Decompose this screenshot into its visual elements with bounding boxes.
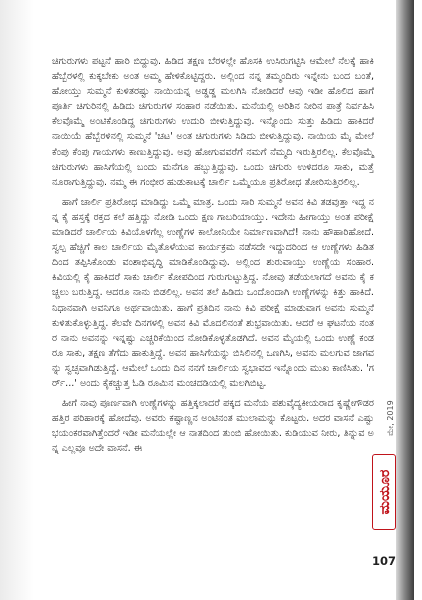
article-paragraph-1: ಚಿಗುರುಗಳು ಪಟ್ಟನೆ ಹಾರಿ ಬಿದ್ದುವು. ಹಿಡಿದ ತಕ್ಷಣ ಬೆರಳಲ್ಲೇ ಹೊಸಕಿ ಉಸಿರುಗಟ್ಟಿಸಿ ಆಮೇಲೆ ನೆಲಕ್ಕೆ ಹಾಕಿ ಹೆಬ್ಬೆರಳಲ್ಲಿ ಕುಕ್ಕಬೇಕು ಅಂತ ಅಮ್ಮ ಹೇಳಿಕೊಟ್ಟಿದ್ದರು. ಅಲ್ಲಿಂದ ನನ್ನ ತಮ್ಮಂದಿರು ಇನ್ನೇನು ಬಂದ ಬಂತೆ, ಹೋಯ್ತು ಸುಮ್ಮನೆ ಕುಳಿತರಷ್ಟು ನಾಯಿಯನ್ನ ಅಡ್ಡಡ್ಡ ಮಲಗಿಸಿ ನೋಡಿದರೆ ಆವು ಇಡೀ ಹೊಲಿದ ಹಾಗೆ ಪೂರ್ತಿ ಚಿಗುರಿನಲ್ಲಿ ಹಿಡಿದು ಚಿಗುರುಗಳ ಸಂಹಾರ ನಡೆಯಿತು. ಮನೆಯಲ್ಲಿ ಅರಿಶಿನ ನೀರಿನ ಪಾತ್ರೆ ನಿರ್ವಹಿಸಿ ಕೆಲವೊಮ್ಮೆ ಅಂಟಿಕೊಂಡಿದ್ದ ಚಿಗುರುಗಳು ಉದುರಿ ಬೀಳುತ್ತಿದ್ದುವು. ಇನ್ನೊಂದು ಸುತ್ತು ಹಿಡಿದು ಹಾಕಿದರೆ ನಾಯಿಯೆ ಹೆಬ್ಬೆರಳಿನಲ್ಲಿ ಸುಮ್ಮನೆ 'ಚಟ' ಅಂತ ಚಿಗುರುಗಳು ಸಿಡಿದು ಬೀಳುತ್ತಿದ್ದುವು. ನಾಯಿಯ ಮೈ ಮೇಲೆ ಕೆಂಪು ಕೆಂಪು ಗಾಯಗಳು ಕಾಣುತ್ತಿದ್ದುವು. ಅವು ಹೋಗುವವರೆಗೆ ನಮಗೆ ನೆಮ್ಮದಿ ಇರುತ್ತಿರಲಿಲ್ಲ. ಕೆಲವೊಮ್ಮೆ ಚಿಗುರುಗಳು ಹಾಸಿಗೆಯಲ್ಲಿ ಬಂದು ಮನೆಗೂ ಹಬ್ಬುತ್ತಿದ್ದುವು. ಒಂದು ಚಿಗುರು ಉಳಿದರೂ ಸಾಕು, ಮತ್ತೆ ನೂರಾಗುತ್ತಿದ್ದುವು. ನಮ್ಮ ಈ ಗಂಭೀರ ಹುಡುಕಾಟಕ್ಕೆ ಚಾರ್ಲಿ ಒಮ್ಮೆಯೂ ಪ್ರತಿರೋಧ ತೋರಿಸುತ್ತಿರಲಿಲ್ಲ. <box>52 56 374 188</box>
page-edge-shadow <box>396 0 414 600</box>
article-paragraph-3: ಹೀಗೆ ನಾವು ಪೂರ್ಣವಾಗಿ ಉಣ್ಣೆಗಳನ್ನು ಹತ್ತಿಕ್ಕಲಾದರೆ ಪಕ್ಕದ ಮನೆಯ ಪಶುವೈದ್ಯಕೀಯರಾದ ಕೃಷ್ಣೇಗೌಡರ ಹತ್ತಿರ ಪರಿಹಾರಕ್ಕೆ ಹೋದೆವು. ಅವರು ಕಷ್ಟಾಣ್ಣನ ಅಂಟಿನಂತ ಮುಲಾಮನ್ನು ಕೊಟ್ಟರು. ಅದರ ವಾಸನೆ ಎಷ್ಟು ಭಯಂಕರವಾಗಿತ್ತೆಂದರೆ ಇಡೀ ಮನೆಯಲ್ಲೇ ಆ ನಾತದಿಂದ ತುಂಬಿ ಹೋಯಿತು. ಕುಡಿಯುವ ನೀರು, ತಿನ್ನುವ ಅನ್ನ ಎಲ್ಲವೂ ಅದೇ ವಾಸನೆ. ಈ <box>52 398 374 455</box>
article-body <box>52 54 374 461</box>
binding-gutter-shadow <box>0 0 34 600</box>
magazine-logo: ಮಯೂರ <box>372 454 396 530</box>
page-number: 107 <box>372 554 397 568</box>
article-paragraph-2: ಹಾಗೆ ಚಾರ್ಲಿ ಪ್ರತಿರೋಧ ಮಾಡಿದ್ದು ಒಮ್ಮೆ ಮಾತ್ರ. ಒಂದು ಸಾರಿ ಸುಮ್ಮನೆ ಅವನ ಕಿವಿ ತಡವುತ್ತಾ ಇದ್ದ ನನ್ನ ಕೈ ಹಸ್ತಕ್ಕೆ ರಕ್ತದ ಕಲೆ ಹತ್ತಿದ್ದು ನೋಡಿ ಒಂದು ಕ್ಷಣ ಗಾಬರಿಯಾಯ್ತು. ಇದೇನು ಹೀಗಾಯ್ತು ಅಂತ ಪರೀಕ್ಷೆ ಮಾಡಿದರೆ ಚಾರ್ಲಿಯ ಕಿವಿಯೊಳಗೆಲ್ಲ ಉಣ್ಣೆಗಳ ಕಾಲೋನಿಯೇ ನಿರ್ಮಾಣವಾಗಿದೆ! ನಾನು ಹೌಹಾರಿಹೋದೆ. ಸ್ವಲ್ಪ ಹೆಚ್ಚಿಗೆ ಕಾಲ ಚಾರ್ಲಿಯ ಮೈತೊಳೆಯುವ ಕಾರ್ಯಕ್ರಮ ನಡೆಸದೇ ಇದ್ದುದರಿಂದ ಆ ಉಣ್ಣೆಗಳು ಹಿಡಿತದಿಂದ ತಪ್ಪಿಸಿಕೊಂಡು ವಂಶಾಭಿವೃದ್ಧಿ ಮಾಡಿಕೊಂಡಿದ್ದುವು. ಅಲ್ಲಿಂದ ಶುರುವಾಯ್ತು ಉಣ್ಣೆಯ ಸಂಹಾರ. ಕಿವಿಯಲ್ಲಿ ಕೈ ಹಾಕಿದರೆ ಸಾಕು ಚಾರ್ಲಿ ಕೋಪದಿಂದ ಗುರುಗುಟ್ಟುತ್ತಿದ್ದ. ನೋವು ತಡೆಯಲಾಗದೆ ಅವನು ಕೈ ಕಚ್ಚಲು ಬರುತ್ತಿದ್ದ. ಆದರೂ ನಾನು ಬಿಡಲಿಲ್ಲ. ಅವನ ತಲೆ ಹಿಡಿದು ಒಂದೊಂದಾಗಿ ಉಣ್ಣೆಗಳನ್ನು ಕಿತ್ತು ಹಾಕಿದೆ. ನಿಧಾನವಾಗಿ ಅವನಿಗೂ ಅರ್ಥವಾಯಿತು. ಹಾಗೆ ಪ್ರತಿದಿನ ನಾನು ಕಿವಿ ಪರೀಕ್ಷೆ ಮಾಡುವಾಗ ಅವನು ಸುಮ್ಮನೆ ಕುಳಿತುಕೊಳ್ಳುತ್ತಿದ್ದ. ಕೆಲವೇ ದಿನಗಳಲ್ಲಿ ಅವನ ಕಿವಿ ಮೊದಲಿನಂತೆ ಶುಭ್ರವಾಯಿತು. ಆದರೆ ಆ ಘಟನೆಯ ನಂತರ ನಾನು ಅವನನ್ನು ಇನ್ನಷ್ಟು ಎಚ್ಚರಿಕೆಯಿಂದ ನೋಡಿಕೊಳ್ಳತೊಡಗಿದೆ. ಅವನ ಮೈಯಲ್ಲಿ ಒಂದು ಉಣ್ಣೆ ಕಂಡರೂ ಸಾಕು, ತಕ್ಷಣ ತೆಗೆದು ಹಾಕುತ್ತಿದ್ದೆ. ಅವನ ಹಾಸಿಗೆಯನ್ನು ಬಿಸಿಲಿನಲ್ಲಿ ಒಣಗಿಸಿ, ಅವನು ಮಲಗುವ ಜಾಗವನ್ನು ಸ್ವಚ್ಛವಾಗಿಡುತ್ತಿದ್ದೆ. ಆಮೇಲೆ ಒಂದು ದಿನ ನನಗೆ ಚಾರ್ಲಿಯ ಸ್ವಭಾವದ ಇನ್ನೊಂದು ಮುಖ ಕಾಣಿಸಿತು. 'ಗರ್ರ್...' ಅಂದು ಕೈಕಚ್ಚುತ್ತ ಓಡಿ ರೂಮಿನ ಮಂಚದಡಿಯಲ್ಲಿ ಮಲಗಿಬಿಟ್ಟ. <box>52 196 374 389</box>
issue-date: ಮೇ, 2019 <box>386 400 395 436</box>
